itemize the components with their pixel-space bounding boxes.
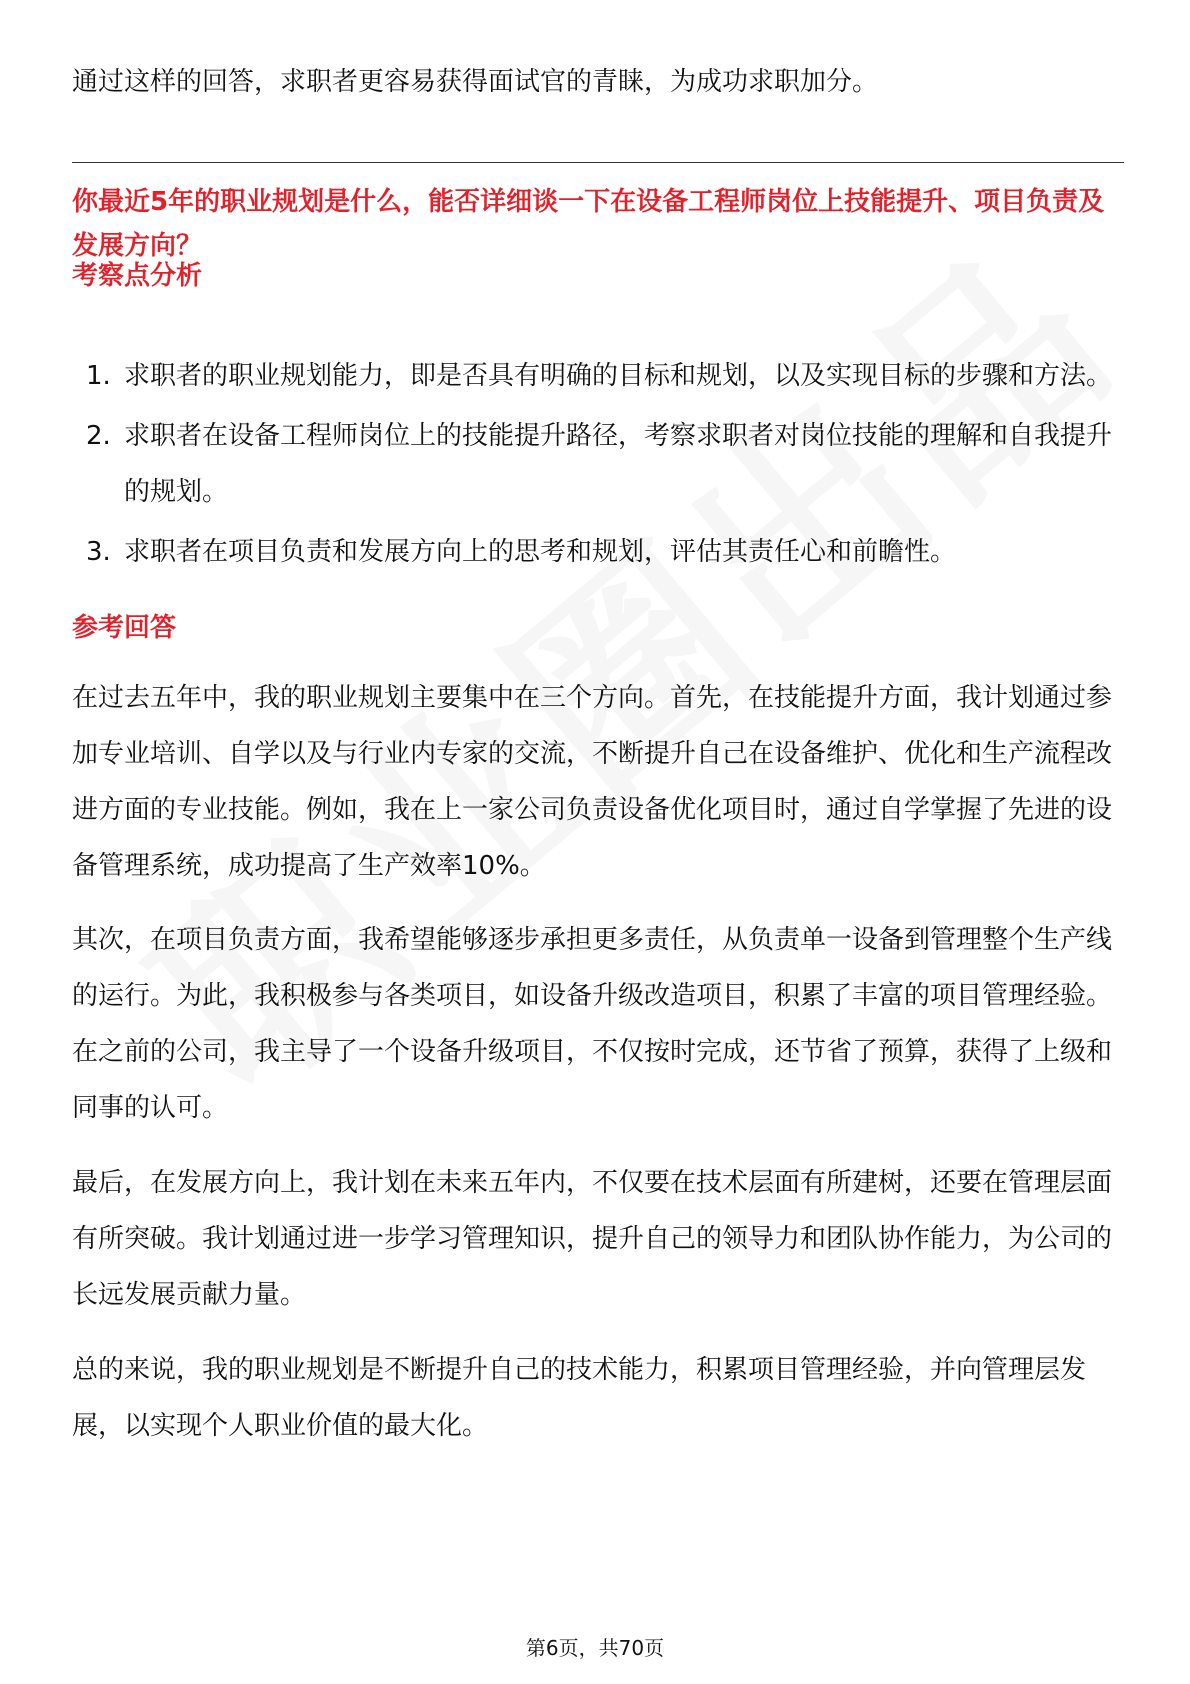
answer-paragraph: 最后，在发展方向上，我计划在未来五年内，不仅要在技术层面有所建树，还要在管理层面有所突破。我计划通过进一步学习管理知识，提升自己的领导力和团队协作能力，为公司的长远发展贡献力量。 — [72, 1168, 1113, 1310]
answer-heading: 参考回答 — [72, 613, 177, 643]
answer-paragraph: 总的来说，我的职业规划是不断提升自己的技术能力，积累项目管理经验，并向管理层发展，以实现个人职业价值的最大化。 — [72, 1355, 1087, 1441]
document-page — [72, 0, 1124, 1684]
list-text: 求职者在设备工程师岗位上的技能提升路径，考察求职者对岗位技能的理解和自我提升的规划。 — [124, 421, 1113, 507]
list-item — [72, 348, 1124, 404]
analysis-heading: 考察点分析 — [72, 261, 203, 291]
question-heading: 你最近5年的职业规划是什么，能否详细谈一下在设备工程师岗位上技能提升、项目负责及发展方向？ — [72, 187, 1105, 261]
list-number: 3. — [86, 537, 111, 567]
answer-paragraph: 其次，在项目负责方面，我希望能够逐步承担更多责任，从负责单一设备到管理整个生产线的运行。为此，我积极参与各类项目，如设备升级改造项目，积累了丰富的项目管理经验。在之前的公司，我主导了一个设备升级项目，不仅按时完成，还节省了预算，获得了上级和同事的认可。 — [72, 925, 1113, 1123]
divider — [72, 162, 1124, 163]
list-text: 求职者在项目负责和发展方向上的思考和规划，评估其责任心和前瞻性。 — [124, 537, 957, 567]
list-text: 求职者的职业规划能力，即是否具有明确的目标和规划，以及实现目标的步骤和方法。 — [124, 361, 1113, 391]
intro-text: 通过这样的回答，求职者更容易获得面试官的青睐，为成功求职加分。 — [72, 67, 879, 97]
page-footer: 第6页，共70页 — [525, 1636, 665, 1660]
answer-paragraph: 在过去五年中，我的职业规划主要集中在三个方向。首先，在技能提升方面，我计划通过参加专业培训、自学以及与行业内专家的交流，不断提升自己在设备维护、优化和生产流程改进方面的专业技能。例如，我在上一家公司负责设备优化项目时，通过自学掌握了先进的设备管理系统，成功提高了生产效率10%。 — [72, 683, 1113, 881]
list-number: 1. — [86, 361, 111, 391]
list-number: 2. — [86, 421, 111, 451]
list-item — [72, 408, 1124, 520]
analysis-list — [72, 348, 1124, 584]
list-item — [72, 524, 1124, 580]
